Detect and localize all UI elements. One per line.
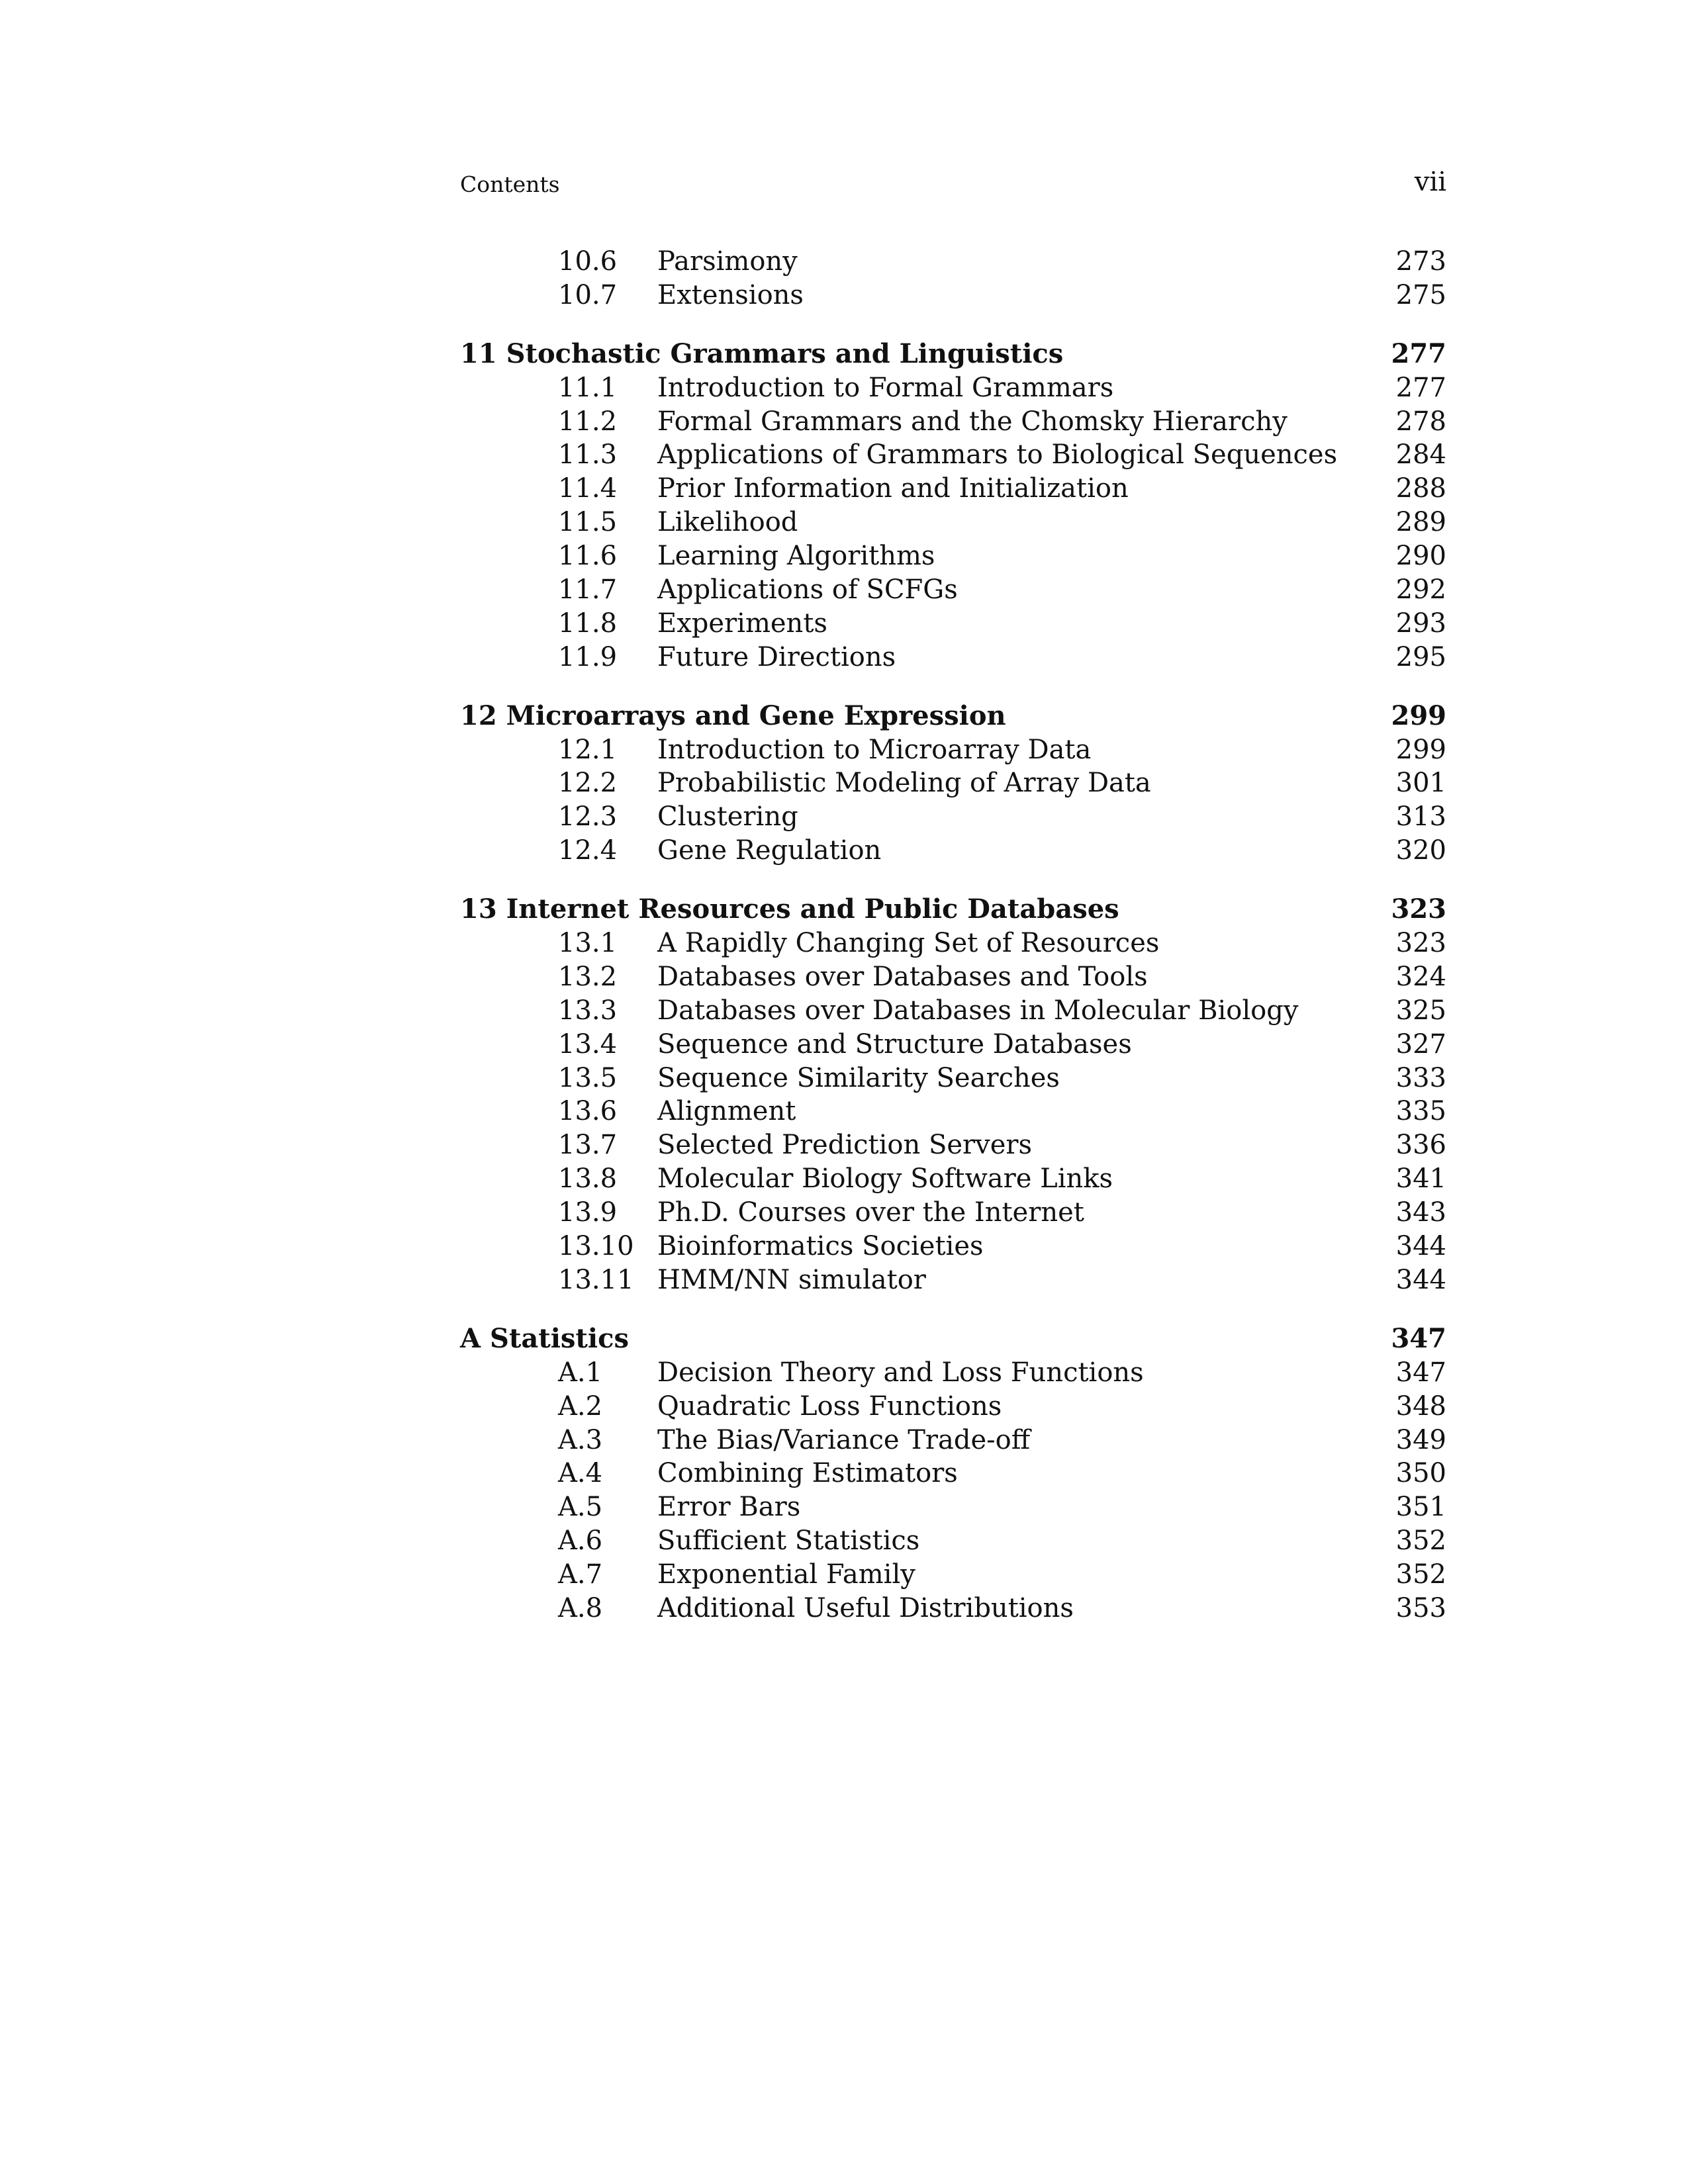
section-number: 11.3 xyxy=(558,439,618,471)
section-title: Sequence and Structure Databases xyxy=(657,1028,1132,1060)
section-title: Experiments xyxy=(657,608,827,639)
section-number: 13.2 xyxy=(558,961,618,992)
toc-entry[interactable] xyxy=(460,1028,1446,1062)
toc-entry[interactable] xyxy=(460,1128,1446,1162)
section-number: A.4 xyxy=(558,1458,603,1489)
section-page: 295 xyxy=(1395,641,1446,672)
toc-entry[interactable] xyxy=(460,800,1446,834)
section-page: 313 xyxy=(1395,801,1446,833)
section-page: 292 xyxy=(1395,574,1446,606)
toc-entry[interactable] xyxy=(460,371,1446,405)
section-title: HMM/NN simulator xyxy=(657,1264,926,1295)
toc-entry[interactable] xyxy=(460,1062,1446,1095)
section-page: 299 xyxy=(1395,734,1446,765)
section-title: Quadratic Loss Functions xyxy=(657,1390,1002,1422)
toc-entry[interactable] xyxy=(460,641,1446,674)
toc-entry[interactable] xyxy=(460,733,1446,767)
section-page: 290 xyxy=(1395,541,1446,572)
section-number: 11.7 xyxy=(558,574,618,606)
section-page: 349 xyxy=(1395,1424,1446,1455)
toc-entry[interactable] xyxy=(460,607,1446,641)
section-number: 10.6 xyxy=(558,246,618,277)
chapter-title: 12 Microarrays and Gene Expression xyxy=(460,700,1006,731)
section-page: 324 xyxy=(1395,961,1446,992)
section-title: Error Bars xyxy=(657,1492,801,1523)
section-number: 11.2 xyxy=(558,406,618,437)
section-page: 347 xyxy=(1395,1357,1446,1388)
toc-entry[interactable] xyxy=(460,405,1446,439)
toc-entry[interactable] xyxy=(460,1196,1446,1230)
toc-chapter xyxy=(460,338,1446,674)
section-number: 13.1 xyxy=(558,928,618,959)
section-title: A Rapidly Changing Set of Resources xyxy=(657,928,1160,959)
toc-entry[interactable] xyxy=(460,766,1446,800)
chapter-title: 13 Internet Resources and Public Databases xyxy=(460,893,1119,925)
section-number: A.3 xyxy=(558,1424,603,1455)
section-number: 11.1 xyxy=(558,372,618,403)
section-title: Prior Information and Initialization xyxy=(657,473,1129,504)
section-page: 278 xyxy=(1395,406,1446,437)
section-number: A.8 xyxy=(558,1592,603,1623)
chapter-title: A Statistics xyxy=(460,1322,629,1354)
toc-entry[interactable] xyxy=(460,1263,1446,1297)
section-title: Databases over Databases in Molecular Biology xyxy=(657,995,1299,1026)
section-title: Selected Prediction Servers xyxy=(657,1130,1033,1161)
section-page: 348 xyxy=(1395,1390,1446,1422)
chapter-heading[interactable] xyxy=(460,893,1446,927)
toc-entry[interactable] xyxy=(460,834,1446,868)
toc-entry[interactable] xyxy=(460,994,1446,1028)
section-number: 13.11 xyxy=(558,1264,634,1295)
section-number: A.7 xyxy=(558,1559,603,1590)
running-title: Contents xyxy=(460,171,560,197)
section-page: 341 xyxy=(1395,1163,1446,1195)
table-of-contents xyxy=(460,245,1446,1651)
chapter-heading[interactable] xyxy=(460,338,1446,371)
toc-entry[interactable] xyxy=(460,1390,1446,1424)
section-number: 11.6 xyxy=(558,541,618,572)
toc-entry[interactable] xyxy=(460,1424,1446,1457)
section-title: Gene Regulation xyxy=(657,835,882,866)
section-number: 11.5 xyxy=(558,507,618,538)
section-number: 11.9 xyxy=(558,641,618,672)
section-title: Exponential Family xyxy=(657,1559,915,1590)
section-title: Formal Grammars and the Chomsky Hierarchy xyxy=(657,406,1288,437)
toc-entry[interactable] xyxy=(460,1095,1446,1128)
section-title: Alignment xyxy=(657,1096,796,1127)
section-number: 10.7 xyxy=(558,279,618,310)
toc-chapters xyxy=(460,338,1446,1625)
section-page: 277 xyxy=(1395,372,1446,403)
section-title: Sequence Similarity Searches xyxy=(657,1062,1060,1093)
toc-entry[interactable] xyxy=(460,1162,1446,1196)
toc-entry[interactable] xyxy=(460,279,1446,312)
section-page: 289 xyxy=(1395,507,1446,538)
section-title: Learning Algorithms xyxy=(657,541,935,572)
chapter-page: 323 xyxy=(1391,893,1446,925)
toc-chapter xyxy=(460,893,1446,1297)
section-page: 351 xyxy=(1395,1492,1446,1523)
section-title: Introduction to Formal Grammars xyxy=(657,372,1114,403)
section-page: 343 xyxy=(1395,1197,1446,1228)
toc-entry[interactable] xyxy=(460,1592,1446,1625)
section-number: 13.9 xyxy=(558,1197,618,1228)
toc-entry[interactable] xyxy=(460,1490,1446,1524)
section-page: 288 xyxy=(1395,473,1446,504)
section-number: 11.4 xyxy=(558,473,618,504)
section-title: Databases over Databases and Tools xyxy=(657,961,1148,992)
section-number: 13.8 xyxy=(558,1163,618,1195)
section-title: Additional Useful Distributions xyxy=(657,1592,1074,1623)
chapter-heading[interactable] xyxy=(460,1322,1446,1356)
section-title: Clustering xyxy=(657,801,798,833)
running-head xyxy=(460,162,1446,208)
section-number: 13.6 xyxy=(558,1096,618,1127)
section-title: Decision Theory and Loss Functions xyxy=(657,1357,1144,1388)
toc-entry[interactable] xyxy=(460,1558,1446,1592)
section-page: 344 xyxy=(1395,1264,1446,1295)
section-title: Likelihood xyxy=(657,507,798,538)
chapter-heading[interactable] xyxy=(460,700,1446,733)
section-page: 320 xyxy=(1395,835,1446,866)
section-title: Molecular Biology Software Links xyxy=(657,1163,1113,1195)
section-number: 13.7 xyxy=(558,1130,618,1161)
chapter-page: 347 xyxy=(1391,1322,1446,1354)
toc-entry[interactable] xyxy=(460,506,1446,539)
section-page: 273 xyxy=(1395,246,1446,277)
section-number: 11.8 xyxy=(558,608,618,639)
section-title: Ph.D. Courses over the Internet xyxy=(657,1197,1084,1228)
section-number: A.6 xyxy=(558,1525,603,1557)
toc-entry[interactable] xyxy=(460,472,1446,506)
toc-entry[interactable] xyxy=(460,1230,1446,1263)
section-title: Applications of SCFGs xyxy=(657,574,958,606)
section-page: 325 xyxy=(1395,995,1446,1026)
section-title: The Bias/Variance Trade-off xyxy=(657,1424,1031,1455)
section-page: 352 xyxy=(1395,1525,1446,1557)
toc-entry[interactable] xyxy=(460,1356,1446,1390)
chapter-page: 277 xyxy=(1391,338,1446,369)
toc-chapter xyxy=(460,700,1446,868)
chapter-page: 299 xyxy=(1391,700,1446,731)
section-number: 12.1 xyxy=(558,734,618,765)
section-number: 13.4 xyxy=(558,1028,618,1060)
toc-entry[interactable] xyxy=(460,1457,1446,1490)
section-page: 327 xyxy=(1395,1028,1446,1060)
section-number: A.1 xyxy=(558,1357,603,1388)
section-page: 335 xyxy=(1395,1096,1446,1127)
section-number: 12.3 xyxy=(558,801,618,833)
section-page: 293 xyxy=(1395,608,1446,639)
section-page: 350 xyxy=(1395,1458,1446,1489)
section-number: 12.4 xyxy=(558,835,618,866)
section-page: 275 xyxy=(1395,279,1446,310)
toc-chapter xyxy=(460,1322,1446,1625)
section-title: Probabilistic Modeling of Array Data xyxy=(657,768,1151,799)
section-page: 301 xyxy=(1395,768,1446,799)
section-page: 323 xyxy=(1395,928,1446,959)
toc-entry[interactable] xyxy=(460,245,1446,279)
section-title: Introduction to Microarray Data xyxy=(657,734,1092,765)
section-number: 13.5 xyxy=(558,1062,618,1093)
section-number: A.2 xyxy=(558,1390,603,1422)
section-title: Extensions xyxy=(657,279,804,310)
toc-entry[interactable] xyxy=(460,1524,1446,1558)
section-page: 284 xyxy=(1395,439,1446,471)
section-page: 352 xyxy=(1395,1559,1446,1590)
toc-entry[interactable] xyxy=(460,960,1446,994)
toc-entry[interactable] xyxy=(460,539,1446,573)
page-number: vii xyxy=(1414,167,1446,197)
section-page: 344 xyxy=(1395,1231,1446,1262)
toc-entry[interactable] xyxy=(460,438,1446,472)
toc-continued-block xyxy=(460,245,1446,312)
toc-entry[interactable] xyxy=(460,927,1446,960)
section-title: Applications of Grammars to Biological Sequences xyxy=(657,439,1338,471)
section-title: Future Directions xyxy=(657,641,896,672)
section-number: 13.3 xyxy=(558,995,618,1026)
toc-entry[interactable] xyxy=(460,573,1446,607)
section-page: 336 xyxy=(1395,1130,1446,1161)
section-title: Parsimony xyxy=(657,246,798,277)
section-number: A.5 xyxy=(558,1492,603,1523)
section-page: 353 xyxy=(1395,1592,1446,1623)
section-title: Bioinformatics Societies xyxy=(657,1231,984,1262)
chapter-title: 11 Stochastic Grammars and Linguistics xyxy=(460,338,1064,369)
section-title: Sufficient Statistics xyxy=(657,1525,920,1557)
section-number: 13.10 xyxy=(558,1231,634,1262)
section-page: 333 xyxy=(1395,1062,1446,1093)
section-number: 12.2 xyxy=(558,768,618,799)
section-title: Combining Estimators xyxy=(657,1458,958,1489)
